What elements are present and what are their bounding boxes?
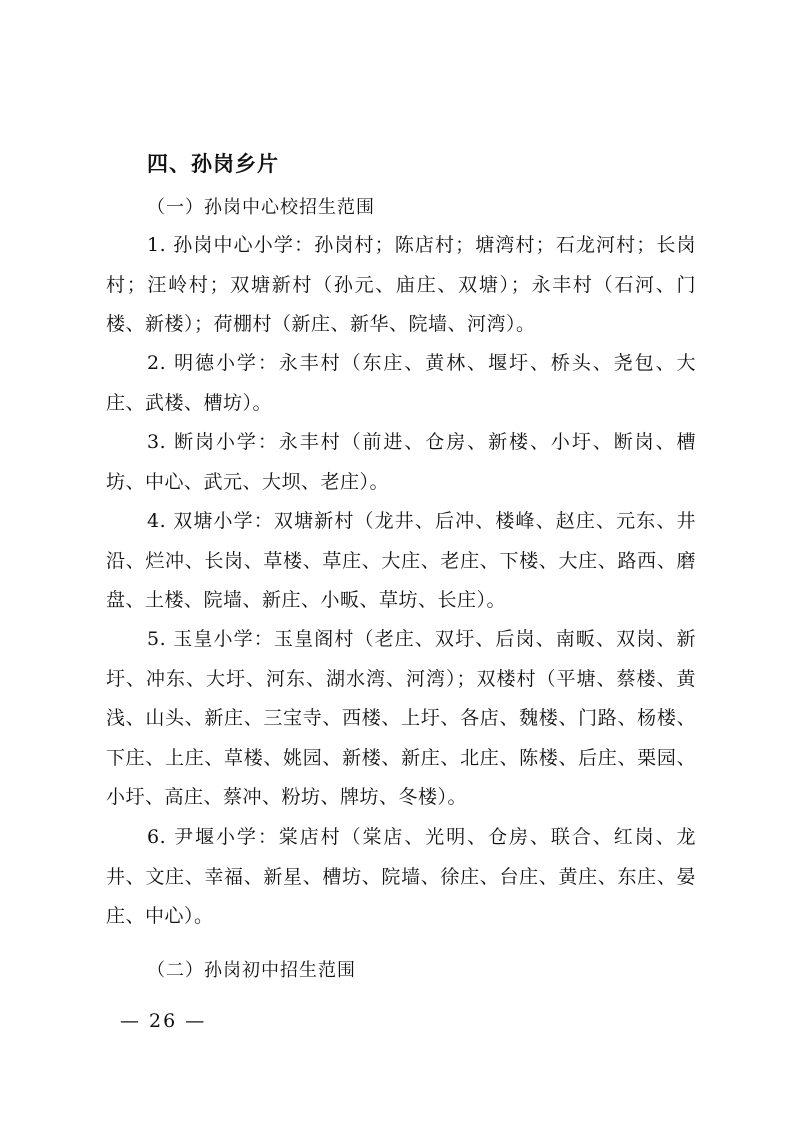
section-title: 四、孙岗乡片: [147, 152, 279, 176]
page-number: — 26 —: [120, 1010, 207, 1032]
paragraph: 3. 断岗小学：永丰村（前进、仓房、新楼、小圩、断岗、槽坊、中心、武元、大坝、老庄）。: [106, 431, 696, 493]
paragraph: 2. 明德小学：永丰村（东庄、黄林、堰圩、桥头、尧包、大庄、武楼、槽坊）。: [106, 352, 696, 414]
subsection-title: （一）孙岗中心校招生范围: [147, 197, 375, 218]
paragraph: 1. 孙岗中心小学：孙岗村；陈店村；塘湾村；石龙河村；长岗村；汪岭村；双塘新村（孙元、庙庄、双塘）；永丰村（石河、门楼、新楼）；荷棚村（新庄、新华、院墙、河湾）。: [106, 234, 696, 335]
subsection-title: （二）孙岗初中招生范围: [147, 960, 356, 981]
paragraph: 5. 玉皇小学：玉皇阁村（老庄、双圩、后岗、南畈、双岗、新圩、冲东、大圩、河东、湖水湾、河湾）；双楼村（平塘、蔡楼、黄浅、山头、新庄、三宝寺、西楼、上圩、各店、魏楼、门路、杨楼、下庄、上庄、草楼、姚园、新楼、新庄、北庄、陈楼、后庄、栗园、小圩、高庄、蔡冲、粉坊、牌坊、冬楼）。: [106, 628, 696, 808]
paragraph: 6. 尹堰小学：棠店村（棠店、光明、仓房、联合、红岗、龙井、文庄、幸福、新星、槽坊、院墙、徐庄、台庄、黄庄、东庄、晏庄、中心）。: [106, 826, 696, 927]
paragraph: 4. 双塘小学：双塘新村（龙井、后冲、楼峰、赵庄、元东、井沿、烂冲、长岗、草楼、草庄、大庄、老庄、下楼、大庄、路西、磨盘、土楼、院墙、新庄、小畈、草坊、长庄）。: [106, 510, 696, 611]
